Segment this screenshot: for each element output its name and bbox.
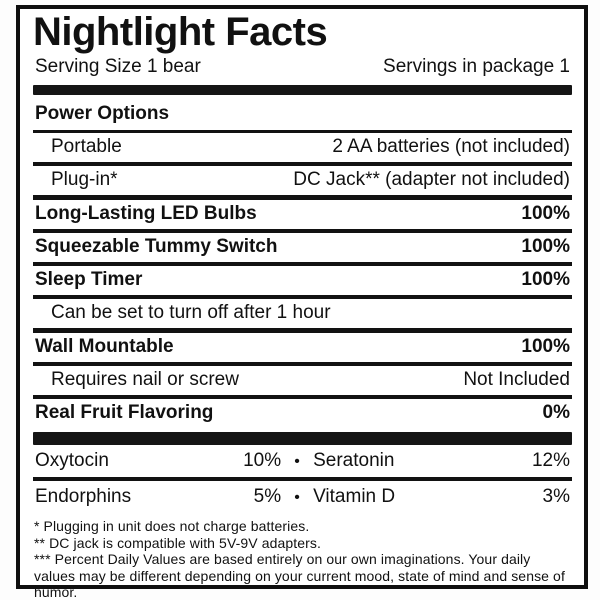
footnote-dc-jack: ** DC jack is compatible with 5V-9V adapters. — [34, 534, 321, 551]
vitamin-value: 12% — [531, 450, 570, 472]
vitamin-label: Oxytocin — [35, 450, 109, 472]
row-fruit-flavoring — [33, 399, 572, 428]
row-label: Plug-in* — [51, 169, 118, 191]
power-options-heading: Power Options — [35, 103, 170, 125]
row-led-bulbs — [33, 200, 572, 229]
thick-divider-top — [33, 85, 572, 95]
row-label: Can be set to turn off after 1 hour — [51, 302, 331, 324]
vitamin-label: Vitamin D — [313, 486, 396, 508]
row-value: Not Included — [463, 369, 570, 391]
vitamin-cell — [313, 450, 570, 472]
thick-divider-vitamins — [33, 432, 572, 445]
row-label: Sleep Timer — [35, 269, 143, 291]
vitamin-cell — [313, 486, 570, 508]
vitamin-label: Endorphins — [35, 486, 132, 508]
bullet-separator: • — [294, 453, 300, 471]
footnote-daily-values: *** Percent Daily Values are based entirely on our own imaginations. Your daily values may be different depending on your current mood, state of mind and sense of humor. — [34, 551, 565, 600]
vitamin-value: 10% — [243, 450, 282, 472]
row-label: Wall Mountable — [35, 336, 174, 358]
serving-row — [33, 54, 572, 85]
vitamin-cell — [35, 486, 281, 508]
row-label: Requires nail or screw — [51, 369, 239, 391]
row-nail-screw — [33, 366, 572, 395]
nutrition-label-panel — [16, 5, 588, 600]
row-value: 2 AA batteries (not included) — [332, 136, 570, 158]
row-label: Long-Lasting LED Bulbs — [35, 203, 257, 225]
row-value: 100% — [521, 203, 570, 225]
row-wall-mountable — [33, 333, 572, 362]
serving-size-text: Serving Size 1 bear — [35, 56, 201, 78]
vitamin-row-1 — [33, 445, 572, 477]
vitamin-value: 5% — [253, 486, 282, 508]
vitamin-row-2 — [33, 481, 572, 513]
vitamin-cell — [35, 450, 281, 472]
row-value: 100% — [521, 269, 570, 291]
row-label: Real Fruit Flavoring — [35, 402, 214, 424]
row-value: 100% — [521, 336, 570, 358]
row-label: Squeezable Tummy Switch — [35, 236, 278, 258]
row-value: 0% — [542, 402, 570, 424]
vitamin-value: 3% — [542, 486, 570, 508]
footnote-batteries: * Plugging in unit does not charge batteries. — [34, 518, 310, 535]
servings-in-package-text: Servings in package 1 — [383, 56, 570, 78]
row-sleep-note — [33, 299, 572, 328]
row-portable — [33, 133, 572, 162]
footnotes-block — [33, 518, 572, 600]
row-value: DC Jack** (adapter not included) — [293, 169, 570, 191]
vitamin-label: Seratonin — [313, 450, 395, 472]
label-title: Nightlight Facts — [33, 10, 328, 54]
row-plug-in — [33, 166, 572, 195]
row-value: 100% — [521, 236, 570, 258]
row-tummy-switch — [33, 233, 572, 262]
bullet-separator: • — [294, 489, 300, 507]
row-sleep-timer — [33, 266, 572, 295]
row-label: Portable — [51, 136, 122, 158]
